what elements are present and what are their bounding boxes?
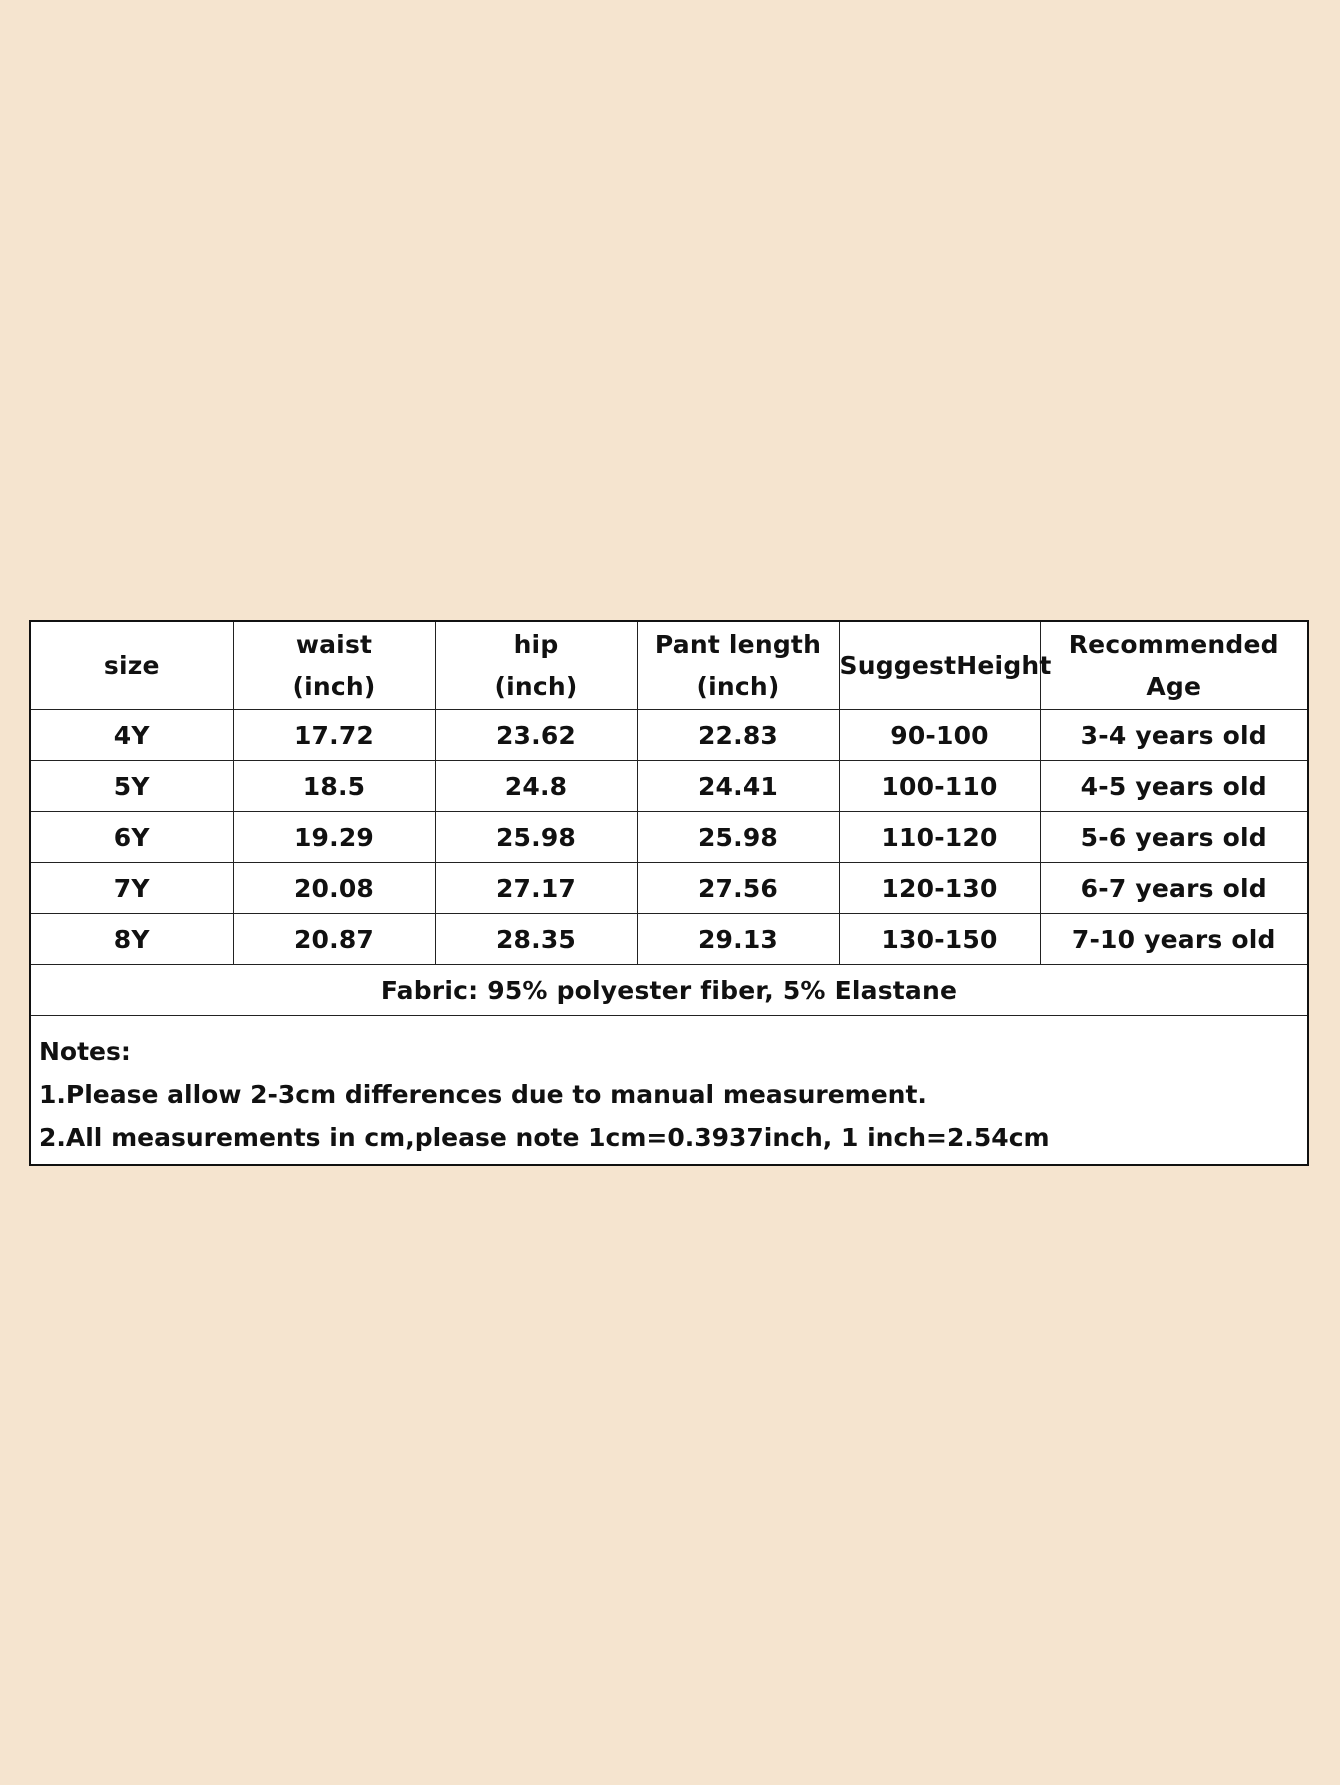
cell-size: 8Y — [31, 914, 233, 965]
table-row — [31, 710, 1307, 761]
cell-pant-length: 29.13 — [637, 914, 839, 965]
note-item: 2.All measurements in cm,please note 1cm=0.3937inch, 1 inch=2.54cm — [39, 1123, 1050, 1152]
cell-hip: 24.8 — [435, 761, 637, 812]
cell-recommended-age: 6-7 years old — [1040, 863, 1307, 914]
header-hip: hip (inch) — [435, 622, 637, 710]
header-waist: waist (inch) — [233, 622, 435, 710]
note-item: 1.Please allow 2-3cm differences due to manual measurement. — [39, 1080, 927, 1109]
cell-recommended-age: 4-5 years old — [1040, 761, 1307, 812]
notes-title: Notes: — [39, 1037, 131, 1066]
cell-waist: 20.08 — [233, 863, 435, 914]
header-size: size — [31, 622, 233, 710]
cell-recommended-age: 7-10 years old — [1040, 914, 1307, 965]
cell-suggest-height: 120-130 — [839, 863, 1040, 914]
cell-pant-length: 24.41 — [637, 761, 839, 812]
cell-recommended-age: 3-4 years old — [1040, 710, 1307, 761]
cell-hip: 27.17 — [435, 863, 637, 914]
table-row — [31, 761, 1307, 812]
cell-pant-length: 27.56 — [637, 863, 839, 914]
header-recommended-age: Recommended Age — [1040, 622, 1307, 710]
cell-size: 5Y — [31, 761, 233, 812]
table-row — [31, 914, 1307, 965]
cell-waist: 19.29 — [233, 812, 435, 863]
cell-waist: 18.5 — [233, 761, 435, 812]
cell-hip: 25.98 — [435, 812, 637, 863]
table-header-row — [31, 622, 1307, 710]
fabric-info: Fabric: 95% polyester fiber, 5% Elastane — [31, 965, 1307, 1016]
cell-suggest-height: 100-110 — [839, 761, 1040, 812]
cell-waist: 20.87 — [233, 914, 435, 965]
cell-pant-length: 22.83 — [637, 710, 839, 761]
size-table — [31, 622, 1307, 1016]
header-pant-length: Pant length (inch) — [637, 622, 839, 710]
cell-suggest-height: 90-100 — [839, 710, 1040, 761]
cell-size: 7Y — [31, 863, 233, 914]
cell-recommended-age: 5-6 years old — [1040, 812, 1307, 863]
table-row — [31, 863, 1307, 914]
notes-section — [31, 1016, 1307, 1159]
cell-suggest-height: 130-150 — [839, 914, 1040, 965]
cell-hip: 23.62 — [435, 710, 637, 761]
cell-size: 6Y — [31, 812, 233, 863]
header-suggest-height: SuggestHeight — [839, 622, 1040, 710]
cell-pant-length: 25.98 — [637, 812, 839, 863]
cell-hip: 28.35 — [435, 914, 637, 965]
size-chart — [29, 620, 1309, 1166]
cell-suggest-height: 110-120 — [839, 812, 1040, 863]
fabric-row — [31, 965, 1307, 1016]
table-row — [31, 812, 1307, 863]
cell-waist: 17.72 — [233, 710, 435, 761]
cell-size: 4Y — [31, 710, 233, 761]
